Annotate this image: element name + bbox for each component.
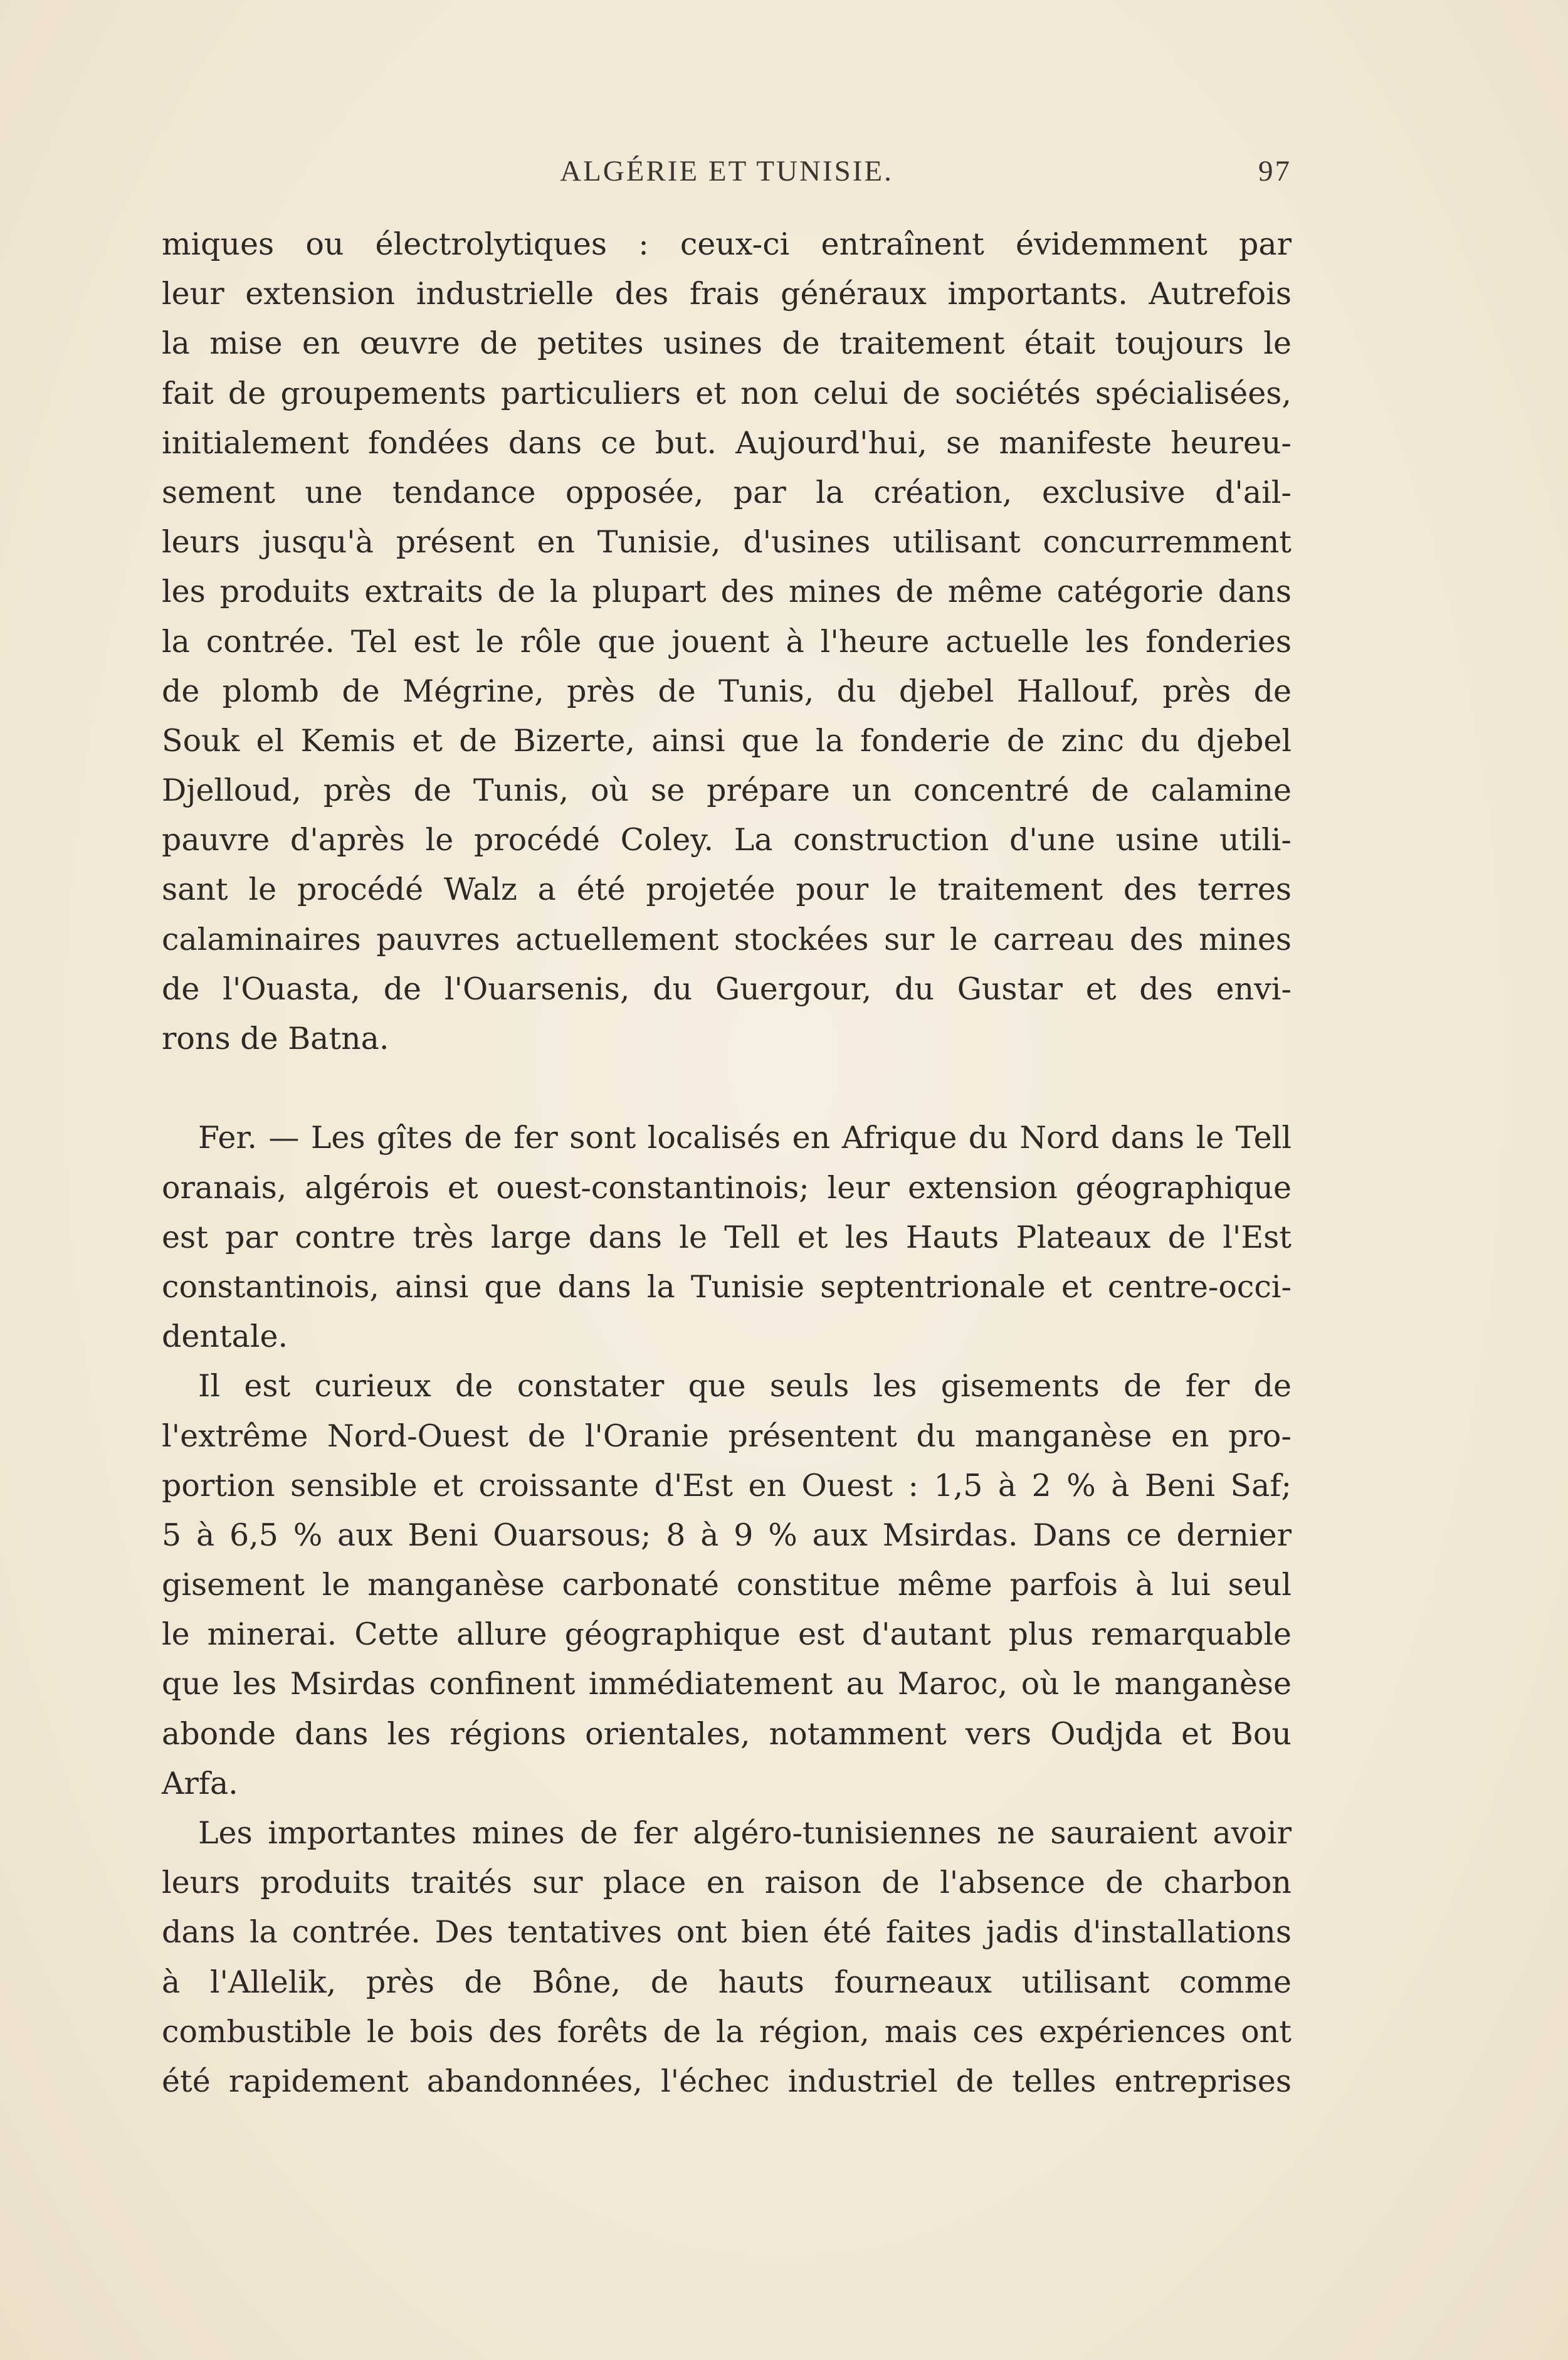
text-line: calaminaires pauvres actuellement stockées sur le carreau des mines xyxy=(162,921,1292,957)
text-line: constantinois, ainsi que dans la Tunisie septentrionale et centre-occi- xyxy=(162,1268,1292,1305)
text-line: Djelloud, près de Tunis, où se prépare un concentré de calamine xyxy=(162,772,1292,809)
text-line: initialement fondées dans ce but. Aujourd'hui, se manifeste heureu- xyxy=(162,424,1292,461)
text-line: Les importantes mines de fer algéro-tunisiennes ne sauraient avoir xyxy=(198,1815,1292,1851)
paragraph-iron-mines xyxy=(162,1808,1292,2106)
text-line: Il est curieux de constater que seuls les gisements de fer de xyxy=(198,1368,1292,1404)
text-line: leurs jusqu'à présent en Tunisie, d'usines utilisant concurremment xyxy=(162,524,1292,561)
text-line: dentale. xyxy=(162,1319,288,1355)
running-head xyxy=(162,154,1292,198)
text-line: portion sensible et croissante d'Est en Ouest : 1,5 à 2 % à Beni Saf; xyxy=(162,1467,1292,1504)
paragraph-zinc-plants xyxy=(162,219,1292,1063)
text-line: de l'Ouasta, de l'Ouarsenis, du Guergour, du Gustar et des envi- xyxy=(162,971,1292,1007)
text-line: l'extrême Nord-Ouest de l'Oranie présentent du manganèse en pro- xyxy=(162,1418,1292,1454)
text-line: abonde dans les régions orientales, notamment vers Oudjda et Bou xyxy=(162,1715,1292,1752)
text-line: de plomb de Mégrine, près de Tunis, du djebel Hallouf, près de xyxy=(162,673,1292,709)
text-line: dans la contrée. Des tentatives ont bien été faites jadis d'installations xyxy=(162,1914,1292,1951)
paragraph-manganese xyxy=(162,1361,1292,1808)
paragraph-iron-section xyxy=(162,1113,1292,1361)
text-line: combustible le bois des forêts de la région, mais ces expériences ont xyxy=(162,2013,1292,2050)
text-line: leurs produits traités sur place en raison de l'absence de charbon xyxy=(162,1865,1292,1901)
text-line: oranais, algérois et ouest-constantinois; leur extension géographique xyxy=(162,1169,1292,1206)
text-line: 5 à 6,5 % aux Beni Ouarsous; 8 à 9 % aux Msirdas. Dans ce dernier xyxy=(162,1517,1292,1553)
section-gap xyxy=(162,1063,1292,1113)
text-line: miques ou électrolytiques : ceux-ci entraînent évidemment par xyxy=(162,226,1292,262)
text-line: que les Msirdas confinent immédiatement au Maroc, où le manganèse xyxy=(162,1666,1292,1702)
text-line: à l'Allelik, près de Bône, de hauts fourneaux utilisant comme xyxy=(162,1964,1292,2000)
text-line: sant le procédé Walz a été projetée pour le traitement des terres xyxy=(162,872,1292,908)
text-line: rons de Batna. xyxy=(162,1021,389,1056)
text-line: la contrée. Tel est le rôle que jouent à l'heure actuelle les fonderies xyxy=(162,623,1292,660)
text-line: les produits extraits de la plupart des mines de même catégorie dans xyxy=(162,574,1292,610)
text-line: Fer. — Les gîtes de fer sont localisés en Afrique du Nord dans le Tell xyxy=(198,1120,1292,1156)
text-line: la mise en œuvre de petites usines de traitement était toujours le xyxy=(162,325,1292,362)
text-line: été rapidement abandonnées, l'échec industriel de telles entreprises xyxy=(162,2063,1292,2099)
text-line: Souk el Kemis et de Bizerte, ainsi que la fonderie de zinc du djebel xyxy=(162,722,1292,759)
text-line: est par contre très large dans le Tell et les Hauts Plateaux de l'Est xyxy=(162,1219,1292,1255)
text-line: sement une tendance opposée, par la création, exclusive d'ail- xyxy=(162,474,1292,510)
text-line: fait de groupements particuliers et non celui de sociétés spécialisées, xyxy=(162,375,1292,411)
text-line: gisement le manganèse carbonaté constitue même parfois à lui seul xyxy=(162,1567,1292,1603)
page-number: 97 xyxy=(1258,155,1292,187)
text-line: leur extension industrielle des frais généraux importants. Autrefois xyxy=(162,276,1292,312)
running-title: ALGÉRIE ET TUNISIE. xyxy=(560,155,893,187)
text-line: pauvre d'après le procédé Coley. La construction d'une usine utili- xyxy=(162,822,1292,858)
body-text xyxy=(162,219,1292,2106)
text-line: Arfa. xyxy=(162,1765,238,1801)
text-line: le minerai. Cette allure géographique est d'autant plus remarquable xyxy=(162,1616,1292,1653)
